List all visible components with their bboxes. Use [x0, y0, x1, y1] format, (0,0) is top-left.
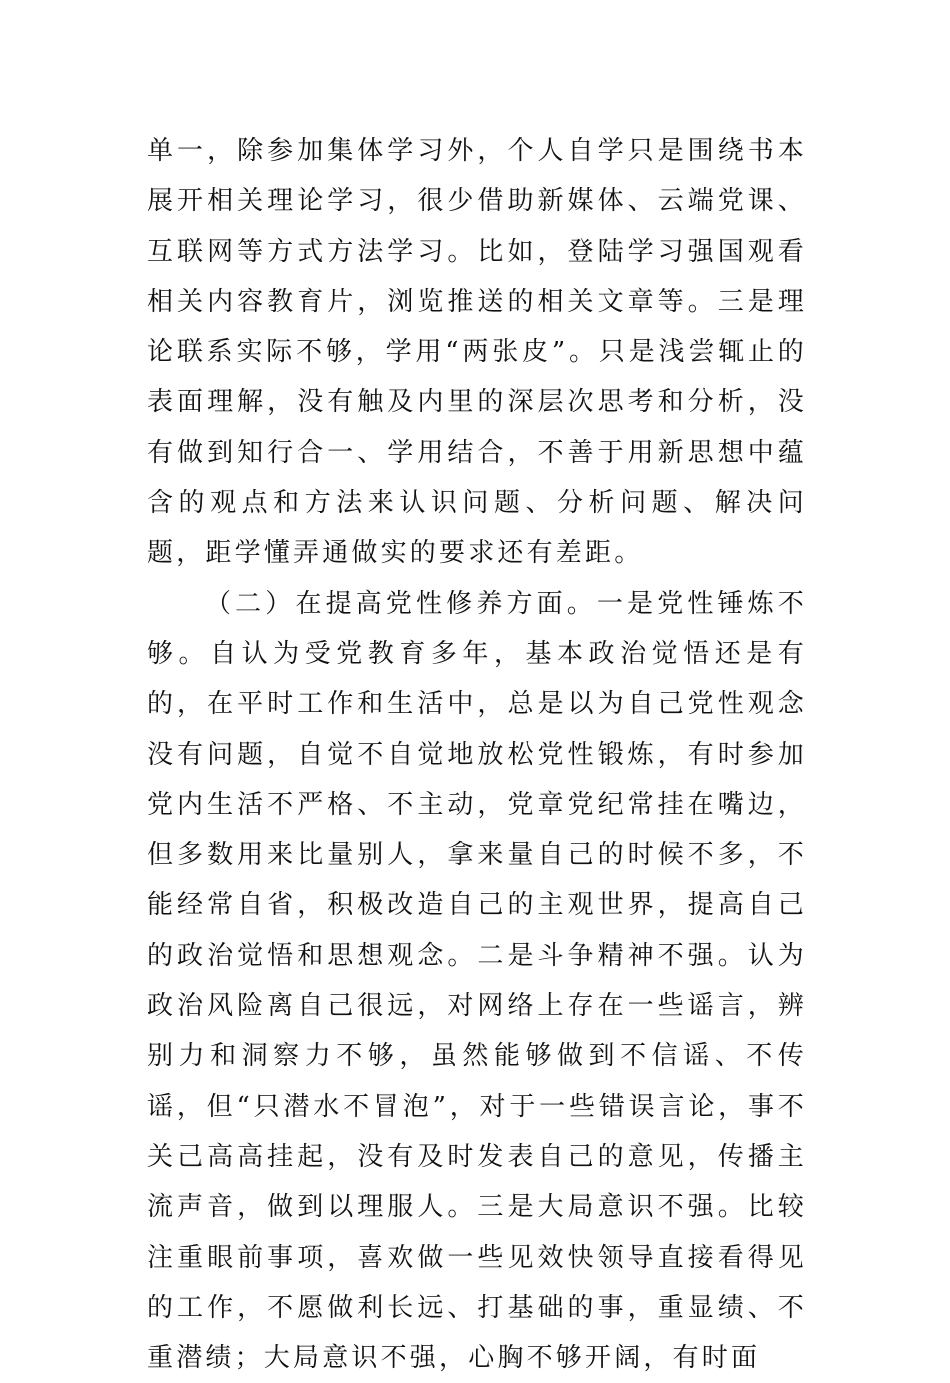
paragraph-party-cultivation: （二）在提高党性修养方面。一是党性锤炼不够。自认为受党教育多年，基本政治觉悟还是有的，在平时工作和生活中，总是以为自己党性观念没有问题，自觉不自觉地放松党性锻炼，有时参加党内生活不严格、不主动，党章党纪常挂在嘴边，但多数用来比量别人，拿来量自己的时候不多，不能经常自省，积极改造自己的主观世界，提高自己的政治觉悟和思想观念。二是斗争精神不强。认为政治风险离自己很远，对网络上存在一些谣言，辨别力和洞察力不够，虽然能够做到不信谣、不传谣，但“只潜水不冒泡”，对于一些错误言论，事不关己高高挂起，没有及时发表自己的意见，传播主流声音，做到以理服人。三是大局意识不强。比较注重眼前事项，喜欢做一些见效快领导直接看得见的工作，不愿做利长远、打基础的事，重显绩、不重潜绩；大局意识不强，心胸不够开阔，有时面 — [147, 588, 807, 1374]
paragraph-learning-methods: 单一，除参加集体学习外，个人自学只是围绕书本展开相关理论学习，很少借助新媒体、云端党课、互联网等方式方法学习。比如，登陆学习强国观看相关内容教育片，浏览推送的相关文章等。三是理论联系实际不够，学用“两张皮”。只是浅尝辄止的表面理解，没有触及内里的深层次思考和分析，没有做到知行合一、学用结合，不善于用新思想中蕴含的观点和方法来认识问题、分析问题、解决问题，距学懂弄通做实的要求还有差距。 — [147, 136, 807, 569]
document-body — [147, 126, 807, 1383]
